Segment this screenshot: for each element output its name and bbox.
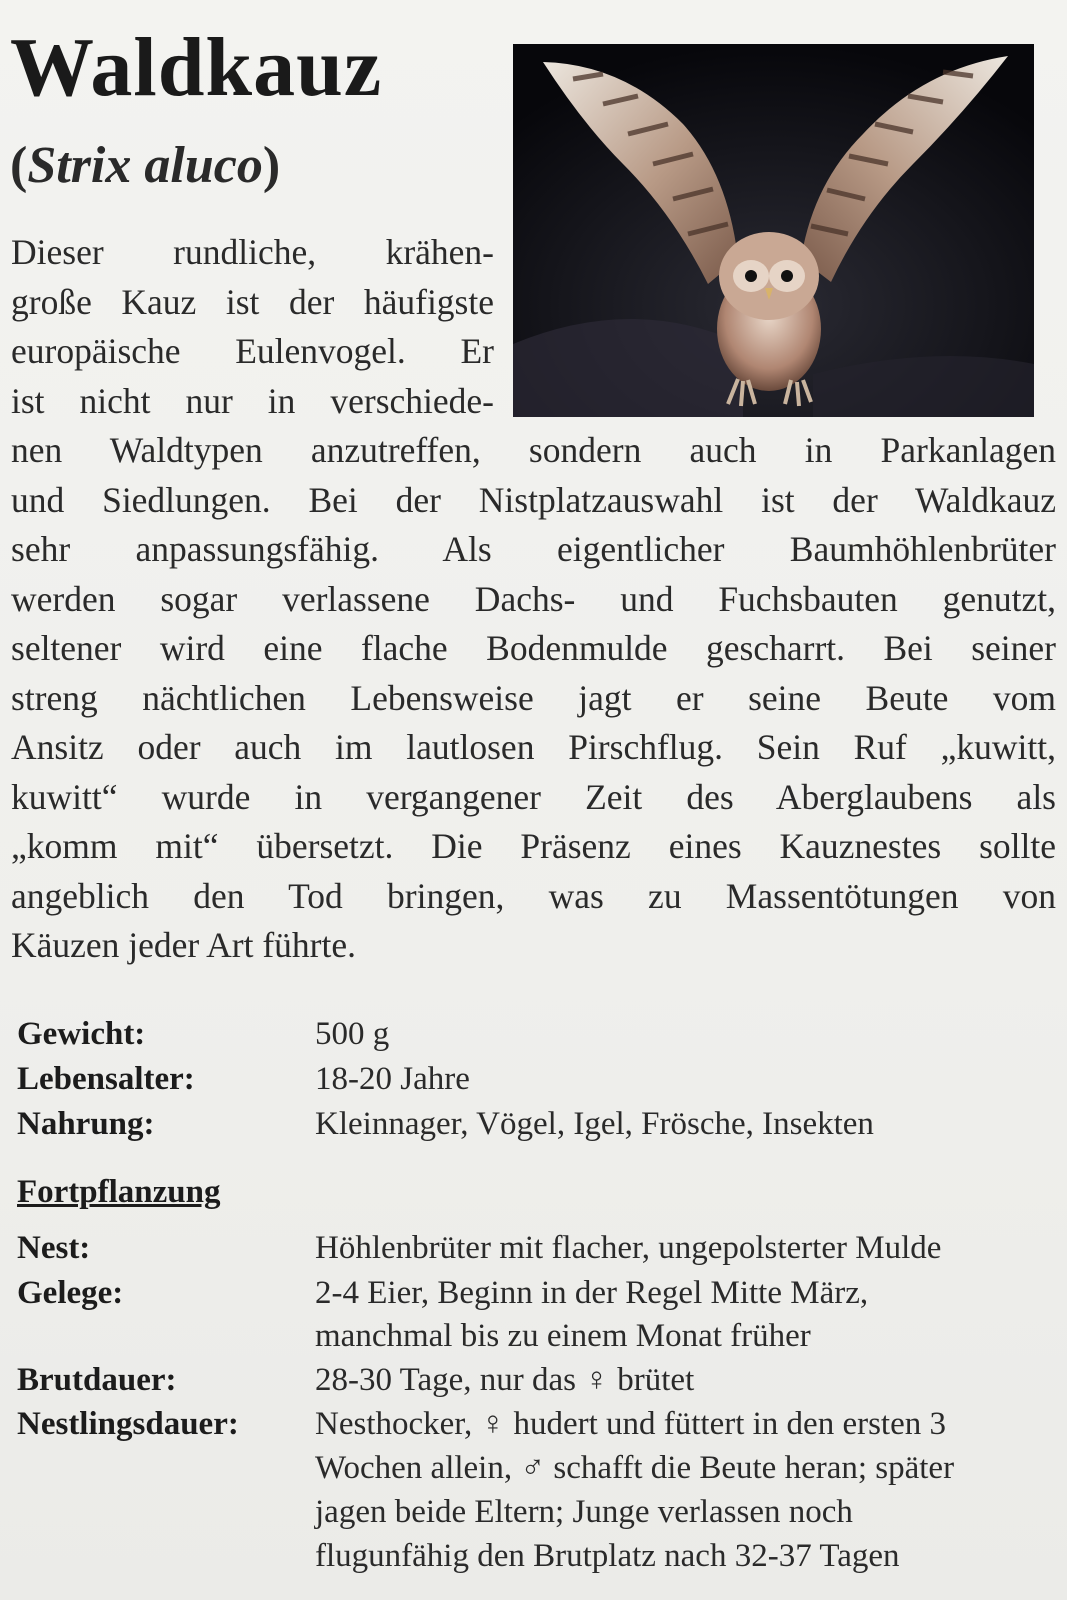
description-line: europäische Eulenvogel. Er xyxy=(11,331,494,371)
description-line: große Kauz ist der häufigste xyxy=(11,281,494,322)
description-line: sehr anpassungsfähig. Als eigentlicher Baumhöhlenbrüter xyxy=(11,529,1056,569)
nestling-value-line: Nesthocker, ♀ hudert und füttert in den ersten 3 xyxy=(315,1406,946,1442)
nestling-value-line: jagen beide Eltern; Junge verlassen noch xyxy=(315,1494,853,1530)
weight-value: 500 g xyxy=(315,1016,390,1052)
scientific-name-text: Strix aluco xyxy=(27,137,263,194)
paren-close: ) xyxy=(262,137,281,194)
description-line: ist nicht nur in verschiede- xyxy=(11,380,494,421)
paren-open: ( xyxy=(10,137,28,194)
incubation-label: Brutdauer: xyxy=(17,1362,177,1398)
description-line: und Siedlungen. Bei der Nistplatzauswahl ist der Waldkauz xyxy=(11,479,1056,520)
age-value: 18-20 Jahre xyxy=(315,1061,470,1097)
nest-value: Höhlenbrüter mit flacher, ungepolsterter Mulde xyxy=(315,1230,942,1266)
weight-label: Gewicht: xyxy=(17,1016,146,1052)
description-line: werden sogar verlassene Dachs- und Fuchsbauten genutzt, xyxy=(11,578,1056,619)
description-line: seltener wird eine flache Bodenmulde gescharrt. Bei seiner xyxy=(11,628,1056,668)
description-line: Dieser rundliche, krähen- xyxy=(11,232,494,272)
description-line: angeblich den Tod bringen, was zu Massentötungen von xyxy=(11,875,1056,916)
description-line: kuwitt“ wurde in vergangener Zeit des Aberglaubens als xyxy=(11,776,1056,817)
nestling-value-line: Wochen allein, ♂ schafft die Beute heran; später xyxy=(315,1450,955,1486)
nestling-value-line: flugunfähig den Brutplatz nach 32-37 Tagen xyxy=(315,1538,900,1574)
reproduction-heading: Fortpflanzung xyxy=(17,1174,221,1210)
clutch-value-line: manchmal bis zu einem Monat früher xyxy=(315,1318,811,1354)
description-line: Ansitz oder auch im lautlosen Pirschflug. Sein Ruf „kuwitt, xyxy=(11,727,1056,767)
description-line: streng nächtlichen Lebensweise jagt er seine Beute vom xyxy=(11,677,1056,718)
nestling-label: Nestlingsdauer: xyxy=(17,1406,239,1442)
food-label: Nahrung: xyxy=(17,1106,155,1142)
description-line: Käuzen jeder Art führte. xyxy=(11,925,356,965)
age-label: Lebensalter: xyxy=(17,1061,195,1097)
description-line: nen Waldtypen anzutreffen, sondern auch in Parkanlagen xyxy=(11,430,1056,470)
species-title: Waldkauz xyxy=(10,21,383,114)
description-line: „komm mit“ übersetzt. Die Präsenz eines Kauznestes sollte xyxy=(11,826,1056,866)
clutch-value-line: 2-4 Eier, Beginn in der Regel Mitte März, xyxy=(315,1275,869,1311)
nest-label: Nest: xyxy=(17,1230,91,1266)
scientific-name xyxy=(10,137,280,194)
description xyxy=(11,228,1056,971)
incubation-value: 28-30 Tage, nur das ♀ brütet xyxy=(315,1362,695,1398)
food-value: Kleinnager, Vögel, Igel, Frösche, Insekten xyxy=(315,1106,874,1142)
clutch-label: Gelege: xyxy=(17,1275,124,1311)
